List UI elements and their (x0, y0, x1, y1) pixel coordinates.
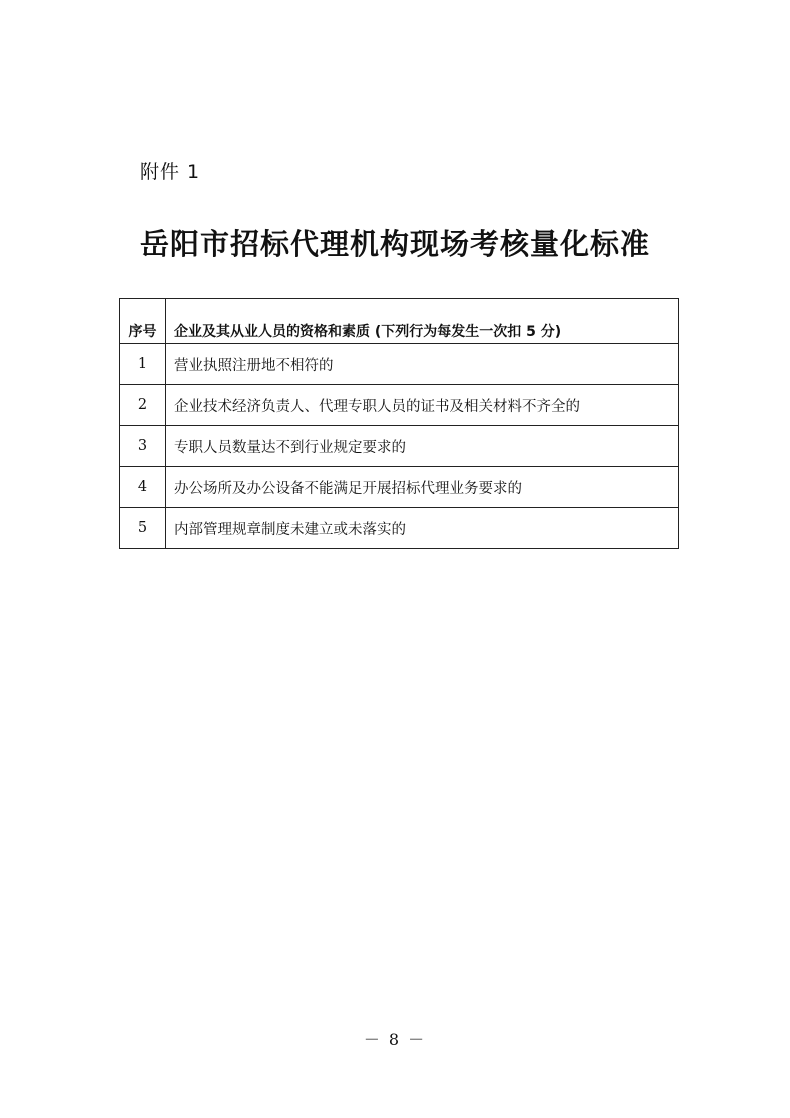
table-header-row (120, 299, 679, 344)
row-description: 专职人员数量达不到行业规定要求的 (166, 426, 679, 467)
table-row (120, 508, 679, 549)
row-number: 1 (120, 344, 166, 385)
row-description: 内部管理规章制度未建立或未落实的 (166, 508, 679, 549)
table-row (120, 467, 679, 508)
header-description: 企业及其从业人员的资格和素质 (下列行为每发生一次扣 5 分) (166, 299, 679, 344)
row-number: 2 (120, 385, 166, 426)
row-description: 营业执照注册地不相符的 (166, 344, 679, 385)
table-row (120, 385, 679, 426)
table-row (120, 344, 679, 385)
row-description: 企业技术经济负责人、代理专职人员的证书及相关材料不齐全的 (166, 385, 679, 426)
document-title: 岳阳市招标代理机构现场考核量化标准 (139, 227, 650, 261)
table-row (120, 426, 679, 467)
page-number: － 8 － (363, 1030, 427, 1049)
row-number: 5 (120, 508, 166, 549)
criteria-table (119, 298, 679, 549)
row-number: 3 (120, 426, 166, 467)
attachment-label: 附件 1 (140, 161, 201, 183)
row-description: 办公场所及办公设备不能满足开展招标代理业务要求的 (166, 467, 679, 508)
header-serial-number: 序号 (120, 299, 166, 344)
row-number: 4 (120, 467, 166, 508)
